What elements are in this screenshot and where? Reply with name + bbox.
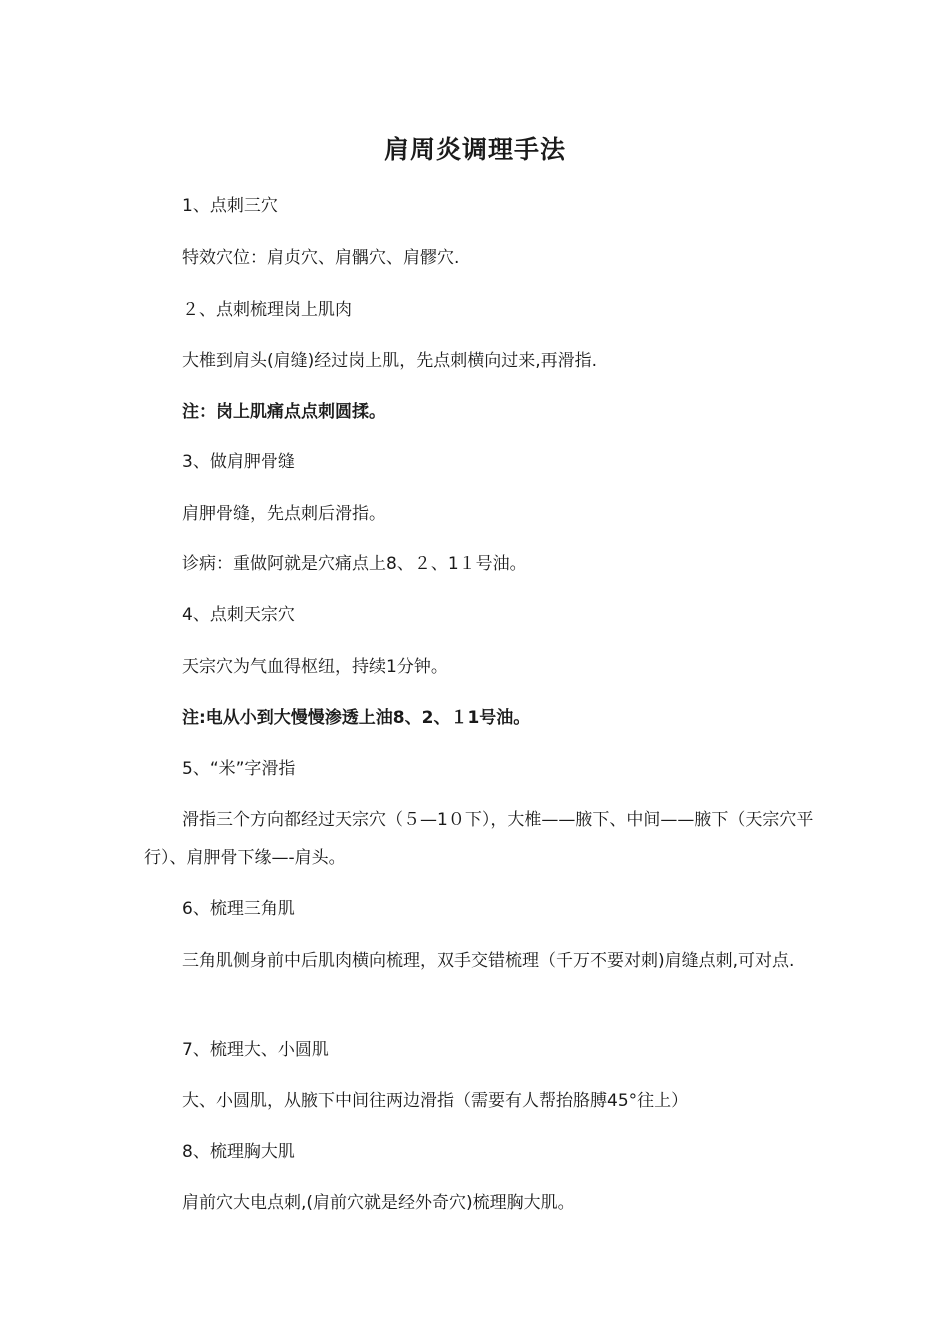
paragraph-dazhui: 大椎到肩头(肩缝)经过岗上肌，先点刺横向过来,再滑指. [182,351,598,371]
note-gangshang: 注：岗上肌痛点点刺圆揉。 [182,402,386,422]
section-heading-4: 4、点刺天宗穴 [182,605,295,625]
paragraph-deltoid: 三角肌侧身前中后肌肉横向梳理，双手交错梳理（千万不要对刺)肩缝点刺,可对点. [182,951,795,971]
section-heading-2: ２、点刺梳理岗上肌肉 [182,300,352,320]
section-heading-6: 6、梳理三角肌 [182,899,295,919]
paragraph-teres: 大、小圆肌，从腋下中间往两边滑指（需要有人帮抬胳膊45°往上） [182,1091,689,1111]
section-heading-5: 5、“米”字滑指 [182,759,296,779]
paragraph-pectoralis: 肩前穴大电点刺,(肩前穴就是经外奇穴)梳理胸大肌。 [182,1193,575,1213]
note-electric: 注:电从小到大慢慢渗透上油8、2、１1号油。 [182,708,531,728]
section-heading-8: 8、梳理胸大肌 [182,1142,295,1162]
paragraph-mi-slide: 滑指三个方向都经过天宗穴（５—1０下），大椎——腋下、中间——腋下（天宗穴平行）、肩胛骨下缘—-肩头。 [144,810,814,868]
paragraph-scapula: 肩胛骨缝，先点刺后滑指。 [182,504,386,524]
document-title: 肩周炎调理手法 [383,135,566,164]
paragraph-tianzong: 天宗穴为气血得枢纽，持续1分钟。 [182,657,448,677]
paragraph-acupoints: 特效穴位：肩贞穴、肩髃穴、肩髎穴. [182,248,460,268]
section-heading-3: 3、做肩胛骨缝 [182,452,295,472]
section-heading-1: 1、点刺三穴 [182,196,278,216]
section-heading-7: 7、梳理大、小圆肌 [182,1040,329,1060]
paragraph-diagnosis: 诊病：重做阿就是穴痛点上8、２、1１号油。 [182,554,527,574]
